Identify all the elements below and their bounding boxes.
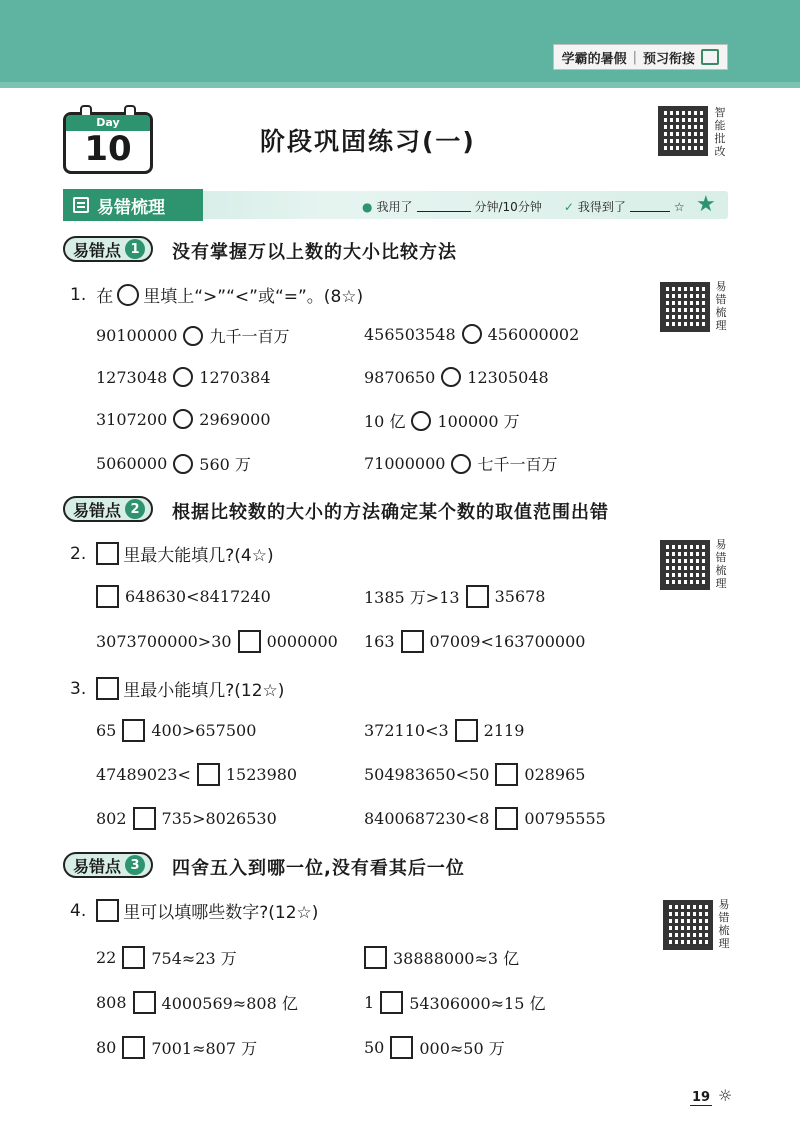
fill-item [96,719,256,742]
error-point-tag [63,852,153,878]
right-value: 2969000 [199,409,271,429]
compare-item [364,409,520,432]
question-number: 1. [70,284,87,305]
box-sample [96,677,119,700]
fill-item [96,585,271,608]
error-point-number: 1 [125,239,145,259]
left-value: 1 [364,993,375,1012]
question-pre: 在 [96,287,114,307]
left-value: 163 [364,632,395,651]
fill-item [96,946,237,969]
right-value: 12305048 [467,367,549,387]
fill-item [364,807,606,830]
error-point-label: 易错点 [73,856,122,876]
fill-item [364,763,585,786]
answer-circle[interactable] [183,326,203,346]
left-value: 50 [364,1038,385,1057]
answer-circle[interactable] [411,411,431,431]
left-value: 802 [96,809,127,828]
compare-item [96,367,271,387]
page-number: 19 [692,1090,711,1105]
left-value: 3107200 [96,409,168,429]
answer-circle[interactable] [173,367,193,387]
left-value: 65 [96,721,117,740]
right-value: 38888000≈3 亿 [393,949,520,968]
qr-code-icon[interactable] [658,106,708,156]
fill-item [364,991,545,1014]
answer-circle[interactable] [173,409,193,429]
section-label: 易错梳理 [97,197,165,218]
time-blank[interactable] [417,201,471,212]
left-value: 90100000 [96,326,178,345]
day-number: 10 [84,129,132,169]
self-record [362,198,685,215]
fill-item [96,763,297,786]
right-value: 648630<8417240 [125,587,271,606]
answer-circle[interactable] [462,324,482,344]
fill-item [96,991,298,1014]
question-post: 里最小能填几?(12☆) [123,681,285,701]
fill-item [96,1036,257,1059]
left-value: 808 [96,993,127,1012]
left-value: 47489023< [96,765,191,784]
compare-item [96,409,271,429]
compare-item [364,324,579,344]
brand-label [553,44,728,70]
answer-circle[interactable] [441,367,461,387]
answer-box[interactable] [96,585,119,608]
compare-item [96,452,251,475]
book-icon [701,49,719,65]
question-post: 里可以填哪些数字?(12☆) [123,903,319,923]
right-value: 1523980 [225,765,298,784]
right-value: 400>657500 [151,721,257,740]
score-prefix: 我得到了 [577,200,626,214]
error-point-tag [63,236,153,262]
error-point-tag [63,496,153,522]
right-value: 1270384 [199,367,271,387]
right-value: 35678 [494,587,546,606]
left-value: 1273048 [96,367,168,387]
question-post: 里最大能填几?(4☆) [123,546,274,566]
answer-box[interactable] [133,807,156,830]
qr-code-icon[interactable] [663,900,713,950]
answer-box[interactable] [122,719,145,742]
error-point-number: 2 [125,499,145,519]
time-prefix: 我用了 [376,200,413,214]
error-point-title: 四舍五入到哪一位,没有看其后一位 [172,858,465,879]
answer-box[interactable] [122,946,145,969]
answer-circle[interactable] [451,454,471,474]
score-blank[interactable] [630,201,670,212]
answer-box[interactable] [466,585,489,608]
right-value: 735>8026530 [161,809,277,828]
question-1-stem [70,282,363,307]
left-value: 22 [96,948,117,967]
question-4-stem [70,898,318,923]
sun-icon: ☼ [718,1086,733,1105]
right-value: 028965 [524,765,586,784]
right-value: 754≈23 万 [151,949,237,968]
left-value: 8400687230<8 [364,809,490,828]
right-value: 九千一百万 [209,327,290,346]
question-post: 里填上“>”“<”或“=”。(8☆) [143,287,364,307]
question-2-stem [70,541,274,566]
fill-item [364,630,585,653]
answer-circle[interactable] [173,454,193,474]
left-value: 71000000 [364,454,446,473]
qr-code-icon[interactable] [660,282,710,332]
fill-item [96,630,338,653]
fill-item [364,585,545,608]
left-value: 1385 万>13 [364,588,460,607]
left-value: 3073700000>30 [96,632,232,651]
qr-code-icon[interactable] [660,540,710,590]
right-value: 七千一百万 [477,455,558,474]
fill-item [96,807,277,830]
error-point-number: 3 [125,855,145,875]
brand-right: 预习衔接 [642,51,695,67]
right-value: 54306000≈15 亿 [409,994,546,1013]
error-point-label: 易错点 [73,500,122,520]
answer-box[interactable] [495,807,518,830]
fill-item [364,1036,505,1059]
qr-label-grading: 智能批改 [714,106,726,158]
error-point-title: 没有掌握万以上数的大小比较方法 [172,242,457,263]
time-suffix: 分钟/10分钟 [474,200,542,214]
left-value: 9870650 [364,367,436,387]
qr-label-review: 易错梳理 [715,280,727,332]
answer-box[interactable] [495,763,518,786]
day-badge [63,112,153,174]
answer-box[interactable] [238,630,261,653]
question-number: 2. [70,543,87,564]
box-sample [96,899,119,922]
circle-sample [117,284,139,306]
brand-left: 学霸的暑假 [561,51,627,67]
score-suffix: ☆ [673,199,685,214]
left-value: 5060000 [96,454,168,473]
answer-box[interactable] [390,1036,413,1059]
left-value: 80 [96,1038,117,1057]
compare-item [364,452,557,475]
right-value: 7001≈807 万 [151,1039,258,1058]
compare-item [96,324,289,347]
right-value: 100000 万 [437,412,520,431]
error-point-label: 易错点 [73,240,122,260]
question-number: 3. [70,678,87,699]
drop-icon: ● [362,199,373,214]
star-icon: ★ [696,192,716,217]
question-number: 4. [70,900,87,921]
answer-box[interactable] [380,991,403,1014]
fill-item [364,946,519,969]
error-point-title: 根据比较数的大小的方法确定某个数的取值范围出错 [172,502,609,523]
question-3-stem [70,676,284,701]
left-value: 10 亿 [364,412,406,431]
answer-box[interactable] [133,991,156,1014]
left-value: 504983650<50 [364,765,490,784]
answer-box[interactable] [401,630,424,653]
left-value: 456503548 [364,324,456,344]
section-tag [63,189,203,221]
list-icon [73,197,89,213]
right-value: 456000002 [487,324,580,344]
page-title: 阶段巩固练习(一) [260,127,476,156]
check-icon: ✓ [563,199,574,214]
answer-box[interactable] [364,946,387,969]
brand-separator: | [632,49,637,65]
qr-label-review: 易错梳理 [718,898,730,950]
right-value: 560 万 [199,455,251,474]
right-value: 2119 [483,721,525,740]
box-sample [96,542,119,565]
fill-item [364,719,524,742]
compare-item [364,367,549,387]
left-value: 372110<3 [364,721,449,740]
right-value: 0000000 [266,632,338,651]
qr-label-review: 易错梳理 [715,538,727,590]
answer-box[interactable] [197,763,220,786]
right-value: 000≈50 万 [419,1039,505,1058]
answer-box[interactable] [122,1036,145,1059]
answer-box[interactable] [455,719,478,742]
right-value: 07009<163700000 [429,632,586,651]
right-value: 00795555 [524,809,606,828]
day-label: Day [66,115,150,131]
right-value: 4000569≈808 亿 [161,994,298,1013]
